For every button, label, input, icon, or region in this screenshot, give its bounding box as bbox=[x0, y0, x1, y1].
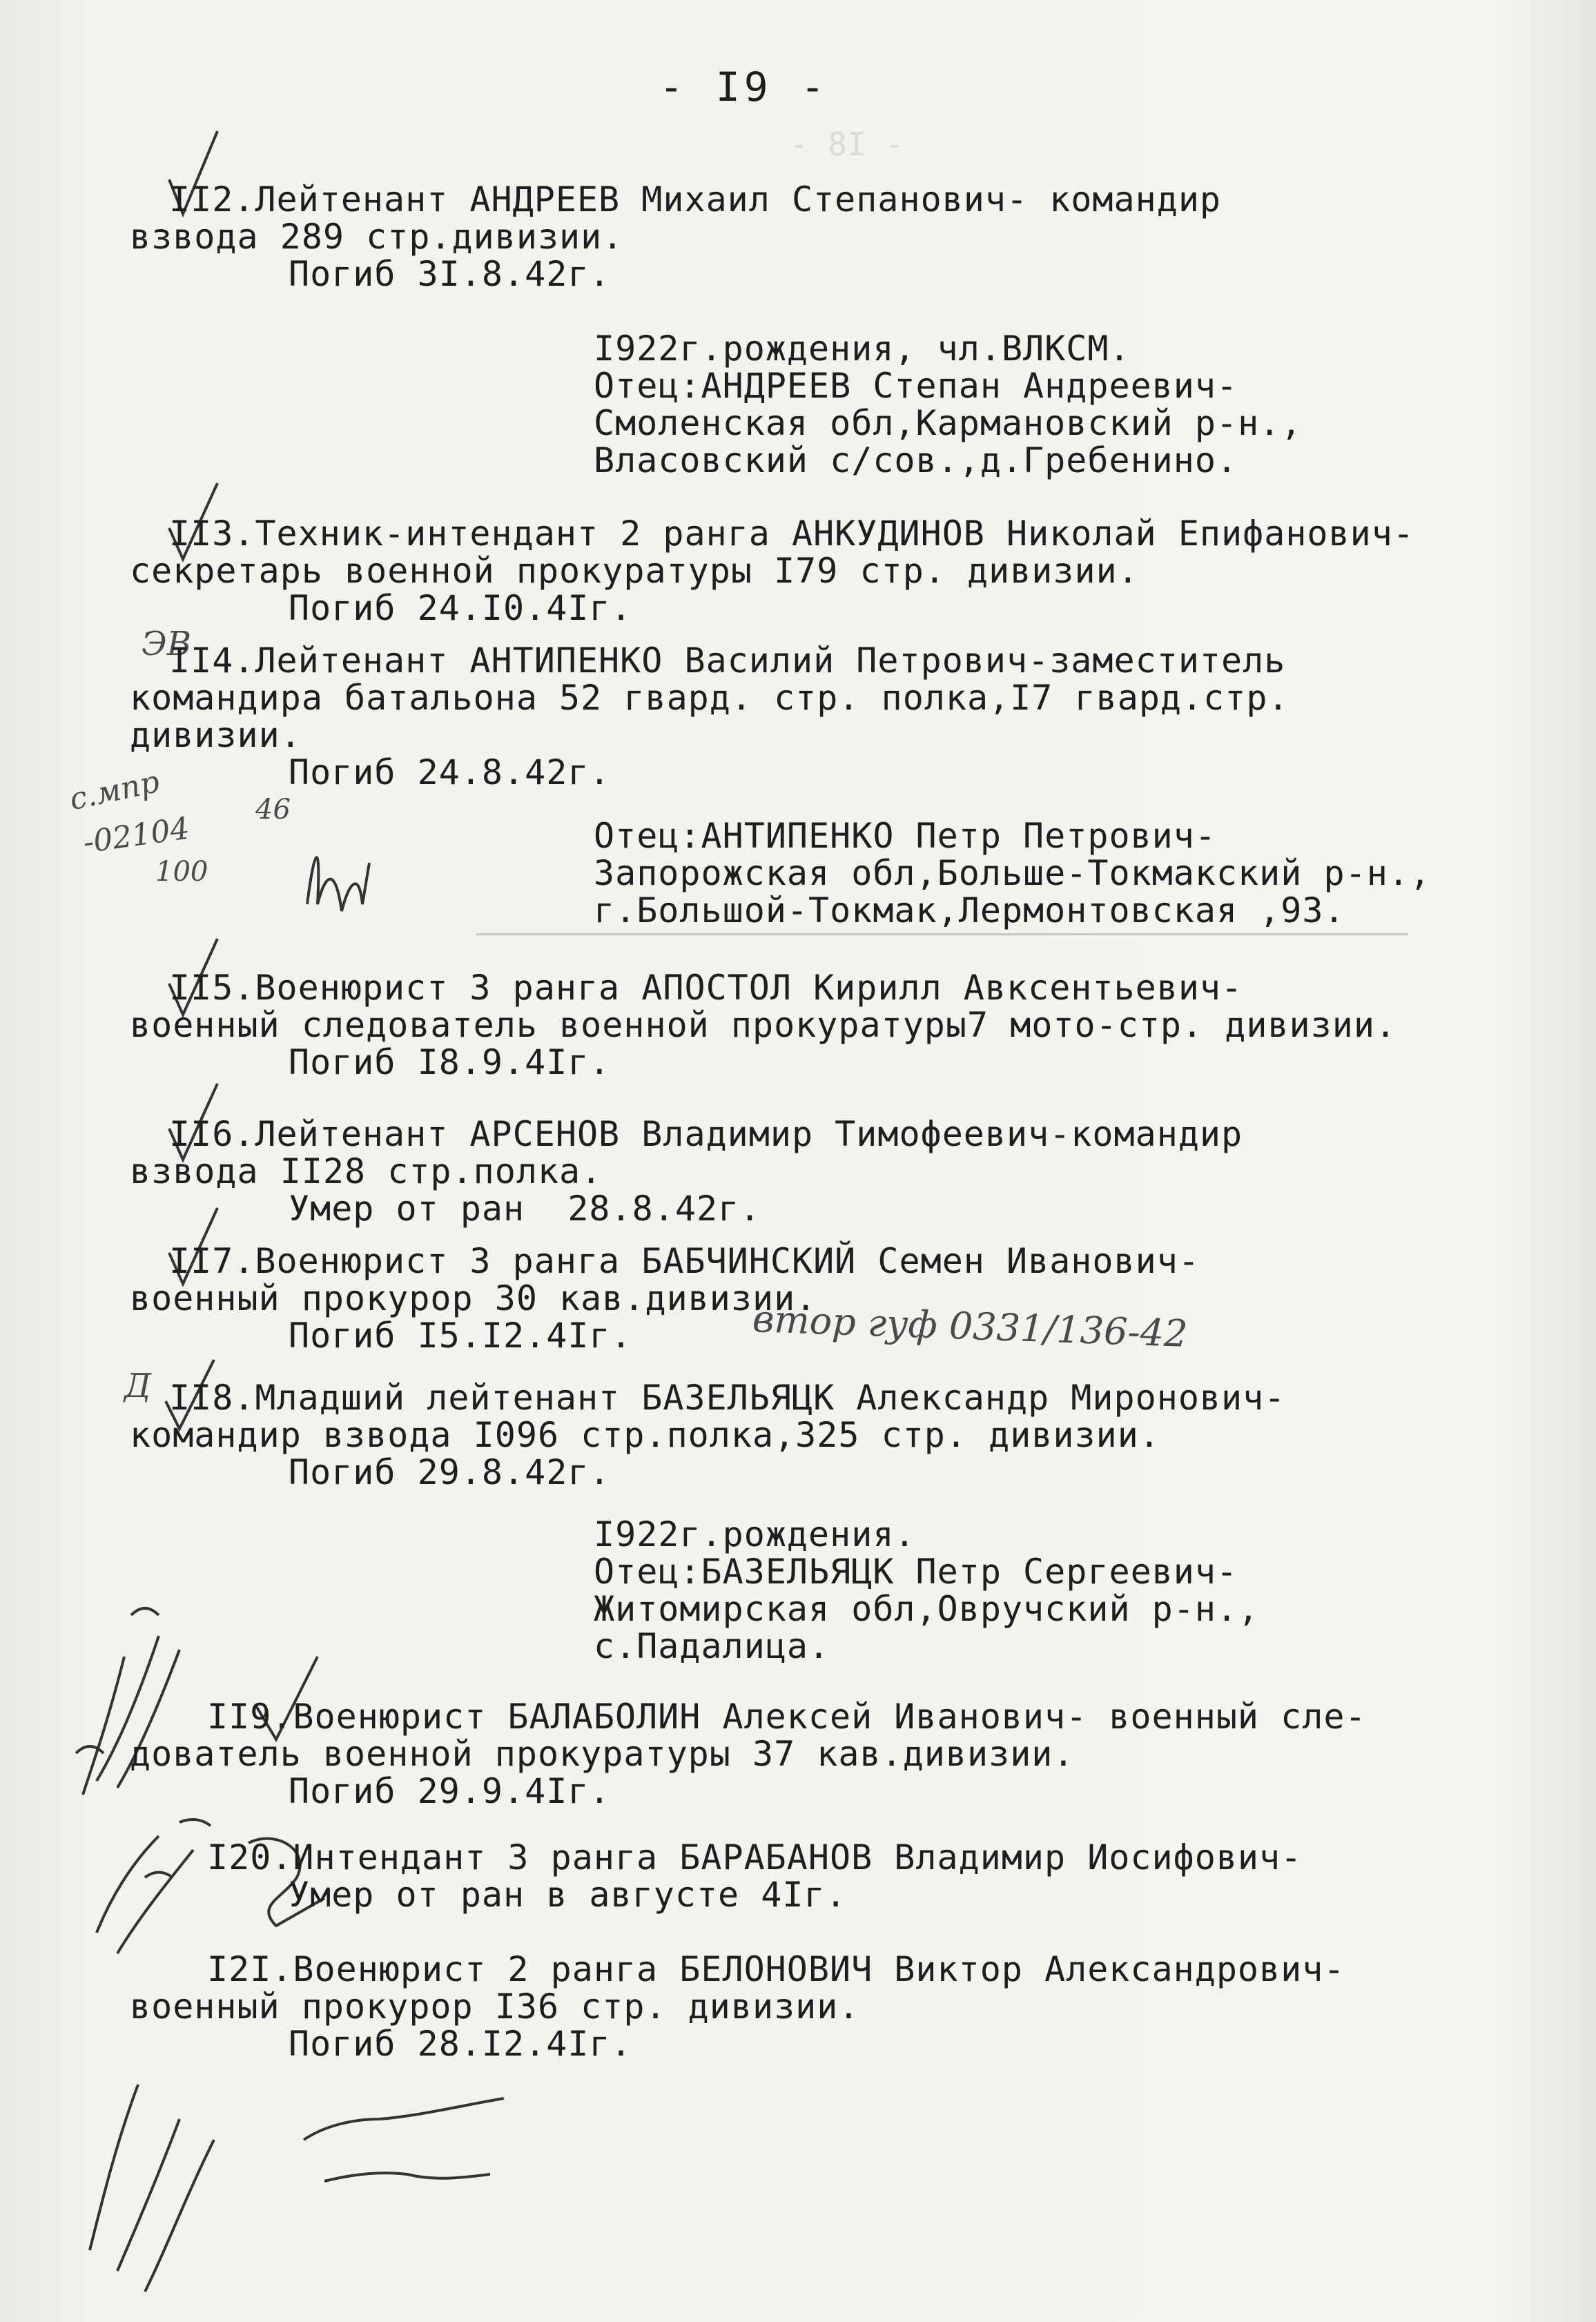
bleed-through-rule bbox=[476, 933, 1408, 935]
entry-117-line-3: Погиб I5.I2.4Iг. bbox=[289, 1316, 632, 1356]
handwritten-note-114-a: с.мпр bbox=[66, 763, 163, 818]
svg-text:- I8 -: - I8 - bbox=[789, 126, 904, 163]
entry-120-line-2: Умер от ран в августе 4Iг. bbox=[289, 1875, 847, 1915]
entry-115-line-2: военный следователь военной прокуратуры7 мото-стр. дивизии. bbox=[130, 1005, 1397, 1045]
handwritten-margin-note-icon bbox=[55, 1574, 193, 1815]
entry-117-line-1: II7.Военюрист 3 ранга БАБЧИНСКИЙ Семен Иванович- bbox=[169, 1241, 1200, 1281]
entry-121-line-3: Погиб 28.I2.4Iг. bbox=[289, 2024, 632, 2064]
entry-119-line-2: дователь военной прокуратуры 37 кав.дивизии. bbox=[130, 1734, 1075, 1774]
entry-112-line-3: Погиб 3I.8.42г. bbox=[289, 254, 611, 294]
entry-117-line-2: военный прокурор 30 кав.дивизии. bbox=[130, 1278, 817, 1318]
entry-114-line-2: командира батальона 52 гвард. стр. полка,I7 гвард.стр. bbox=[130, 678, 1290, 718]
entry-120-line-1: I20.Интендант 3 ранга БАРАБАНОВ Владимир Иосифович- bbox=[207, 1837, 1303, 1877]
entry-116-line-3: Умер от ран 28.8.42г. bbox=[289, 1189, 761, 1229]
entry-114-line-3: дивизии. bbox=[130, 715, 302, 755]
entry-112-detail-4: Власовский с/сов.,д.Гребенино. bbox=[594, 440, 1238, 480]
entry-112-detail-2: Отец:АНДРЕЕВ Степан Андреевич- bbox=[594, 366, 1238, 406]
entry-112-line-1: II2.Лейтенант АНДРЕЕВ Михаил Степанович- командир bbox=[169, 179, 1222, 219]
entry-118-line-3: Погиб 29.8.42г. bbox=[289, 1452, 611, 1492]
entry-114-line-1: II4.Лейтенант АНТИПЕНКО Василий Петрович-заместитель bbox=[169, 641, 1286, 681]
entry-114-detail-3: г.Большой-Токмак,Лермонтовская ,93. bbox=[594, 890, 1345, 930]
page-number: - I9 - bbox=[659, 64, 829, 110]
entry-112-detail-3: Смоленская обл,Кармановский р-н., bbox=[594, 403, 1303, 443]
entry-112-line-2: взвода 289 стр.дивизии. bbox=[130, 217, 624, 257]
entry-118-line-2: командир взвода I096 стр.полка,325 стр. дивизии. bbox=[130, 1415, 1160, 1455]
entry-115-line-1: II5.Военюрист 3 ранга АПОСТОЛ Кирилл Авксентьевич- bbox=[169, 968, 1243, 1008]
entry-114-detail-1: Отец:АНТИПЕНКО Петр Петрович- bbox=[594, 816, 1216, 856]
entry-116-line-2: взвода II28 стр.полка. bbox=[130, 1151, 603, 1191]
entry-113-line-3: Погиб 24.I0.4Iг. bbox=[289, 588, 632, 628]
entry-114-detail-2: Запорожская обл,Больше-Токмакский р-н., bbox=[594, 853, 1431, 893]
entry-112-detail-1: I922г.рождения, чл.ВЛКСМ. bbox=[594, 329, 1131, 369]
entry-119-line-1: II9.Военюрист БАЛАБОЛИН Алексей Иванович- военный сле- bbox=[207, 1697, 1367, 1737]
handwritten-note-114-c: 46 bbox=[255, 794, 291, 826]
entry-119-line-3: Погиб 29.9.4Iг. bbox=[289, 1771, 611, 1811]
entry-114-line-4: Погиб 24.8.42г. bbox=[289, 752, 611, 792]
entry-113-line-1: II3.Техник-интендант 2 ранга АНКУДИНОВ Николай Епифанович- bbox=[169, 514, 1414, 554]
handwritten-signature bbox=[293, 821, 397, 925]
entry-118-detail-1: I922г.рождения. bbox=[594, 1514, 916, 1554]
entry-121-line-1: I2I.Военюрист 2 ранга БЕЛОНОВИЧ Виктор Александрович- bbox=[207, 1949, 1345, 1989]
handwritten-note-117: втор гуф 0331/136-42 bbox=[752, 1297, 1189, 1356]
entry-118-detail-2: Отец:БАЗЕЛЬЯЦК Петр Сергеевич- bbox=[594, 1552, 1238, 1592]
handwritten-margin-note-icon bbox=[76, 1795, 235, 1967]
entry-118-line-1: II8.Младший лейтенант БАЗЕЛЬЯЦК Александр Миронович- bbox=[169, 1378, 1286, 1418]
handwritten-note-114-d: 100 bbox=[155, 856, 208, 888]
entry-118-detail-4: с.Падалица. bbox=[594, 1626, 830, 1666]
entry-113-line-2: секретарь военной прокуратуры I79 стр. дивизии. bbox=[130, 551, 1139, 591]
handwritten-note-114-b: -02104 bbox=[81, 810, 192, 861]
margin-mark-114: ЭВ bbox=[142, 625, 191, 663]
margin-mark-118: Д bbox=[124, 1367, 152, 1405]
entry-115-line-3: Погиб I8.9.4Iг. bbox=[289, 1042, 611, 1082]
entry-121-line-2: военный прокурор I36 стр. дивизии. bbox=[130, 1987, 860, 2027]
handwritten-margin-note-icon bbox=[76, 2043, 614, 2305]
entry-116-line-1: II6.Лейтенант АРСЕНОВ Владимир Тимофеевич-командир bbox=[169, 1114, 1243, 1154]
entry-118-detail-3: Житомирская обл,Овручский р-н., bbox=[594, 1589, 1260, 1629]
